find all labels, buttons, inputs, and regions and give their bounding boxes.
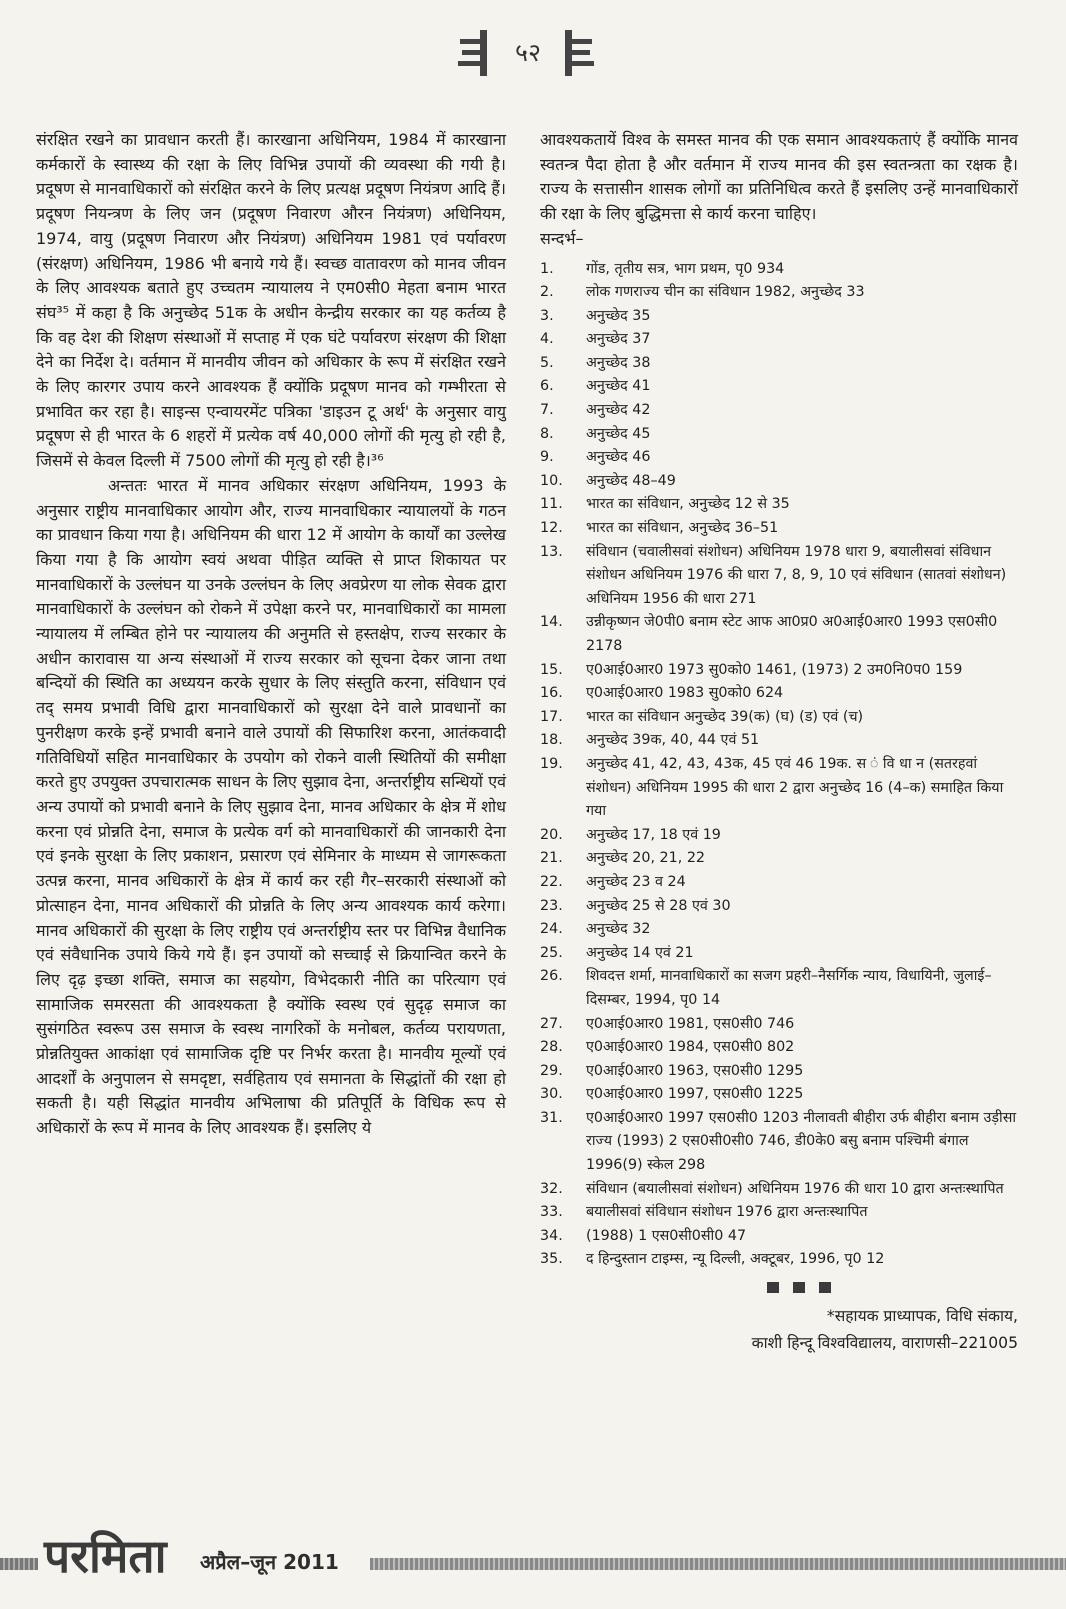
reference-text: अनुच्छेद 14 एवं 21 <box>586 944 694 961</box>
reference-text: अनुच्छेद 32 <box>586 921 651 938</box>
reference-number: 27. <box>540 1015 563 1032</box>
reference-text: अनुच्छेद 42 <box>586 402 651 419</box>
reference-number: 20. <box>540 826 563 843</box>
body-paragraph: अन्ततः भारत में मानव अधिकार संरक्षण अधिनियम, 1993 के अनुसार राष्ट्रीय मानवाधिकार आयोग और, राज्य मानवाधिकार न्यायालयों के गठन का प्रावधान किया गया है। अधिनियम की धारा 12 में आयोग के कार्यों का उल्लेख किया गया है कि आयोग स्वयं अथवा पीड़ित व्यक्ति से प्राप्त शिकायत पर मानवाधिकारों के उल्लंघन या उनके उल्लंघन के लिए अवप्रेरण या लोक सेवक द्वारा मानवाधिकारों के उल्लंघन को रोकने में उपेक्षा करने पर, मानवाधिकारों का मामला न्यायालय में लम्बित होने पर न्यायालय की अनुमति से हस्तक्षेप, राज्य सरकार के अधीन कारावास या अन्य संस्थाओं में राज्य सरकार को सूचना देकर जाना तथा बन्दियों की स्थिति का अध्ययन करके सुधार के लिए संस्तुति करना, संविधान एवं तद् समय प्रभावी विधि द्वारा मानवाधिकारों को सुरक्षा देने वाले प्रावधानों का पुनरीक्षण करके इन्हें प्रभावी बनाने वाले उपायों की सिफारिश करना, आतंकवादी गतिविधियों सहित मानवाधिकार के उपयोग को रोकने वाली स्थितियों की समीक्षा करते हुए उपयुक्त उपचारात्मक साधन के लिए सुझाव देना, अन्तर्राष्ट्रीय सन्धियों एवं अन्य उपायों को प्रभावी बनाने के लिए सुझाव देना, मानव अधिकार के क्षेत्र में शोध करना एवं प्रोन्नति देना, समाज के प्रत्येक वर्ग को मानवाधिकारों की जानकारी देना एवं इनके सुरक्षा के लिए प्रकाशन, प्रसारण एवं सेमिनार के माध्यम से जागरूकता उत्पन्न करना, मानव अधिकारों के क्षेत्र में कार्य कर रही गैर–सरकारी संस्थाओं को प्रोत्साहन देना, मानव अधिकारों की प्रोन्नति के लिए अन्य आवश्यक कार्य करेगा। मानव अधिकारों की सुरक्षा के लिए राष्ट्रीय एवं अन्तर्राष्ट्रीय स्तर पर विभिन्न वैधानिक एवं संवैधानिक उपाये किये गये हैं। इन उपायों को सच्चाई से क्रियान्वित करने के लिए दृढ़ इच्छा शक्ति, समाज का सहयोग, विभेदकारी नीति का परित्याग एवं सामाजिक समरसता की आवश्यकता है क्योंकि स्वस्थ एवं सुदृढ़ समाज का सुसंगठित स्वरूप उस समाज के स्वस्थ नागरिकों के मनोबल, कर्तव्य परायणता, प्रोन्नतियुक्त आकांक्षा एवं सामाजिक दृष्टि पर निर्भर करता है। मानवीय मूल्यों एवं आदर्शों के अनुपालन से समदृष्टा, सर्वहिताय एवं समानता के सिद्धांतों की रक्षा हो सकती है। यही सिद्धांत मानवीय अभिलाषा की प्रतिपूर्ति के विधिक रूप से अधिकारों के रूप में मानव के लिए आवश्यक हैं। इसलिए ये <box>36 475 506 1138</box>
reference-item <box>540 847 1018 871</box>
reference-item <box>540 1013 1018 1037</box>
reference-text: उन्नीकृष्णन जे0पी0 बनाम स्टेट आफ आ0प्र0 अ0आई0आर0 1993 एस0सी0 2178 <box>586 614 998 655</box>
reference-item <box>540 918 1018 942</box>
reference-number: 5. <box>540 354 554 371</box>
reference-item <box>540 423 1018 447</box>
article-body-right-column <box>540 128 1018 1357</box>
reference-text: लोक गणराज्य चीन का संविधान 1982, अनुच्छेद 33 <box>586 284 865 301</box>
reference-number: 9. <box>540 449 554 466</box>
reference-item <box>540 682 1018 706</box>
reference-text: अनुच्छेद 25 से 28 एवं 30 <box>586 897 731 914</box>
reference-number: 19. <box>540 755 563 772</box>
reference-text: अनुच्छेद 23 व 24 <box>586 873 686 890</box>
reference-item <box>540 1107 1018 1178</box>
reference-text: अनुच्छेद 39क, 40, 44 एवं 51 <box>586 732 760 749</box>
reference-text: अनुच्छेद 38 <box>586 354 651 371</box>
reference-number: 7. <box>540 402 554 419</box>
reference-number: 25. <box>540 944 563 961</box>
reference-number: 2. <box>540 284 554 301</box>
reference-number: 14. <box>540 614 563 631</box>
reference-item <box>540 965 1018 1012</box>
reference-number: 16. <box>540 685 563 702</box>
reference-number: 35. <box>540 1251 563 1268</box>
reference-item <box>540 305 1018 329</box>
reference-text: ए0आई0आर0 1963, एस0सी0 1295 <box>586 1062 804 1079</box>
reference-item <box>540 1225 1018 1249</box>
reference-item <box>540 1201 1018 1225</box>
reference-text: (1988) 1 एस0सी0सी0 47 <box>586 1227 747 1244</box>
reference-text: भारत का संविधान अनुच्छेद 39(क) (घ) (ड) एवं (च) <box>586 708 864 725</box>
reference-item <box>540 352 1018 376</box>
conclusion-paragraph: आवश्यकतायें विश्व के समस्त मानव की एक समान आवश्यकताएं हैं क्योंकि मानव स्वतन्त्र पैदा होता है और वर्तमान में राज्य मानव की इस स्वतन्त्रता का रक्षक है। राज्य के सत्तासीन शासक लोगों का प्रतिनिधित्व करते हैं इसलिए उन्हें मानवाधिकारों की रक्षा के लिए बुद्धिमत्ता से कार्य करना चाहिए। <box>540 130 1018 224</box>
reference-item <box>540 942 1018 966</box>
reference-number: 23. <box>540 897 563 914</box>
reference-text: अनुच्छेद 41, 42, 43, 43क, 45 एवं 46 19क. स ं वि धा न (सतरहवां संशोधन) अधिनियम 1995 की धारा 2 द्वारा अनुच्छेद 16 (4–क) समाहित किया गया <box>586 755 1004 820</box>
reference-number: 3. <box>540 307 554 324</box>
reference-item <box>540 1060 1018 1084</box>
reference-number: 29. <box>540 1062 563 1079</box>
reference-text: ए0आई0आर0 1984, एस0सी0 802 <box>586 1039 795 1056</box>
left-bracket-ornament <box>458 30 494 76</box>
reference-item <box>540 659 1018 683</box>
reference-item <box>540 753 1018 824</box>
reference-text: अनुच्छेद 20, 21, 22 <box>586 850 706 867</box>
reference-text: अनुच्छेद 48–49 <box>586 472 676 489</box>
reference-number: 13. <box>540 543 563 560</box>
reference-item <box>540 729 1018 753</box>
magazine-name: परमिता <box>44 1529 167 1583</box>
reference-item <box>540 517 1018 541</box>
author-affiliation-line: *सहायक प्राध्यापक, विधि संकाय, <box>826 1307 1018 1326</box>
reference-number: 8. <box>540 425 554 442</box>
reference-text: अनुच्छेद 35 <box>586 307 651 324</box>
reference-number: 28. <box>540 1039 563 1056</box>
body-paragraph: संरक्षित रखने का प्रावधान करती हैं। कारखाना अधिनियम, 1984 में कारखाना कर्मकारों के स्वास्थ्य की रक्षा के लिए विभिन्न उपायों की व्यवस्था की गयी है। प्रदूषण से मानवाधिकारों को संरक्षित करने के लिए प्रत्यक्ष प्रदूषण नियंत्रण आदि हैं। प्रदूषण नियन्त्रण के लिए जन (प्रदूषण निवारण औरन नियंत्रण) अधिनियम, 1974, वायु (प्रदूषण निवारण और नियंत्रण) अधिनियम 1981 एवं पर्यावरण (संरक्षण) अधिनियम, 1986 भी बनाये गये हैं। स्वच्छ वातावरण को मानव जीवन के लिए आवश्यक बताते हुए उच्चतम न्यायालय ने एम0सी0 मेहता बनाम भारत संघ³⁵ में कहा है कि अनुच्छेद 51क के अधीन केन्द्रीय सरकार का यह कर्तव्य है कि वह देश की शिक्षण संस्थाओं में सप्ताह में एक घंटे पर्यावरण संरक्षण की शिक्षा देने का निर्देश दे। वर्तमान में मानवीय जीवन को अधिकार के रूप में संरक्षित रखने के लिए कारगर उपाय करने आवश्यक हैं क्योंकि प्रदूषण मानव को गम्भीरता से प्रभावित कर रहा है। साइन्स एन्वायरमेंट पत्रिका 'डाइउन टू अर्थ' के अनुसार वायु प्रदूषण से ही भारत के 6 शहरों में प्रत्येक वर्ष 40,000 लोगों की मृत्यु हो रही है, जिसमें से केवल दिल्ली में 7500 लोगों की मृत्यु हो रही है।³⁶ <box>36 130 506 471</box>
references-list <box>540 258 1018 1273</box>
reference-item <box>540 470 1018 494</box>
references-heading: सन्दर्भ– <box>540 228 584 248</box>
reference-item <box>540 281 1018 305</box>
reference-text: द हिन्दुस्तान टाइम्स, न्यू दिल्ली, अक्टूबर, 1996, पृ0 12 <box>586 1251 885 1268</box>
reference-number: 24. <box>540 921 563 938</box>
reference-item <box>540 328 1018 352</box>
reference-number: 4. <box>540 331 554 348</box>
end-mark-icon <box>793 1282 805 1293</box>
reference-text: बयालीसवां संविधान संशोधन 1976 द्वारा अन्तःस्थापित <box>586 1204 868 1221</box>
reference-text: अनुच्छेद 37 <box>586 331 651 348</box>
reference-number: 32. <box>540 1180 563 1197</box>
reference-item <box>540 871 1018 895</box>
reference-text: संविधान (बयालीसवां संशोधन) अधिनियम 1976 की धारा 10 द्वारा अन्तःस्थापित <box>586 1180 1004 1197</box>
reference-item <box>540 399 1018 423</box>
reference-item <box>540 1248 1018 1272</box>
reference-number: 18. <box>540 732 563 749</box>
page-number-header <box>458 30 598 80</box>
reference-text: भारत का संविधान, अनुच्छेद 36–51 <box>586 520 779 537</box>
author-affiliation <box>540 1303 1018 1357</box>
reference-number: 21. <box>540 850 563 867</box>
right-bracket-ornament <box>558 30 594 76</box>
page-number: ५२ <box>514 38 541 67</box>
reference-number: 15. <box>540 661 563 678</box>
reference-item <box>540 611 1018 658</box>
reference-text: ए0आई0आर0 1997, एस0सी0 1225 <box>586 1086 804 1103</box>
reference-text: भारत का संविधान, अनुच्छेद 12 से 35 <box>586 496 790 513</box>
author-affiliation-line: काशी हिन्दू विश्वविद्यालय, वाराणसी–221005 <box>751 1334 1018 1353</box>
reference-number: 6. <box>540 378 554 395</box>
reference-item <box>540 1036 1018 1060</box>
reference-text: ए0आई0आर0 1997 एस0सी0 1203 नीलावती बीहीरा उर्फ बीहीरा बनाम उड़ीसा राज्य (1993) 2 एस0सी0सी0 746, डी0के0 बसु बनाम पश्चिमी बंगाल 1996(9) स्केल 298 <box>586 1109 1017 1174</box>
reference-item <box>540 895 1018 919</box>
footer-stripe <box>370 1558 1066 1570</box>
reference-item <box>540 446 1018 470</box>
reference-text: शिवदत्त शर्मा, मानवाधिकारों का सजग प्रहरी–नैसर्गिक न्याय, विधायिनी, जुलाई–दिसम्बर, 1994, पृ0 14 <box>586 968 992 1008</box>
end-mark-icon <box>819 1282 831 1293</box>
reference-number: 17. <box>540 708 563 725</box>
reference-item <box>540 824 1018 848</box>
reference-text: ए0आई0आर0 1981, एस0सी0 746 <box>586 1015 795 1032</box>
reference-number: 31. <box>540 1109 563 1126</box>
footer-stripe <box>0 1558 38 1570</box>
issue-date: अप्रैल–जून 2011 <box>200 1550 339 1574</box>
reference-number: 30. <box>540 1086 563 1103</box>
reference-number: 12. <box>540 520 563 537</box>
reference-text: गोंड, तृतीय सत्र, भाग प्रथम, पृ0 934 <box>586 260 785 277</box>
reference-number: 26. <box>540 968 563 985</box>
reference-text: अनुच्छेद 17, 18 एवं 19 <box>586 826 721 843</box>
reference-text: अनुच्छेद 41 <box>586 378 651 395</box>
reference-number: 22. <box>540 873 563 890</box>
reference-text: संविधान (चवालीसवां संशोधन) अधिनियम 1978 धारा 9, बयालीसवां संविधान संशोधन अधिनियम 1976 की धारा 7, 8, 9, 10 एवं संविधान (सातवां संशोधन) अधिनियम 1956 की धारा 271 <box>586 543 1007 607</box>
reference-number: 11. <box>540 496 563 513</box>
reference-item <box>540 1083 1018 1107</box>
reference-item <box>540 706 1018 730</box>
end-mark-icon <box>767 1282 779 1293</box>
reference-number: 1. <box>540 260 554 277</box>
reference-number: 10. <box>540 472 563 489</box>
article-body-left-column <box>36 128 506 1141</box>
reference-item <box>540 541 1018 612</box>
reference-text: अनुच्छेद 45 <box>586 425 651 442</box>
reference-item <box>540 1178 1018 1202</box>
reference-text: अनुच्छेद 46 <box>586 449 651 466</box>
reference-item <box>540 375 1018 399</box>
reference-text: ए0आई0आर0 1983 सु0को0 624 <box>586 685 784 702</box>
reference-item <box>540 493 1018 517</box>
reference-number: 34. <box>540 1227 563 1244</box>
reference-text: ए0आई0आर0 1973 सु0को0 1461, (1973) 2 उम0नि0प0 159 <box>586 661 963 678</box>
section-end-marks <box>540 1282 1018 1293</box>
reference-number: 33. <box>540 1204 563 1221</box>
reference-item <box>540 258 1018 282</box>
